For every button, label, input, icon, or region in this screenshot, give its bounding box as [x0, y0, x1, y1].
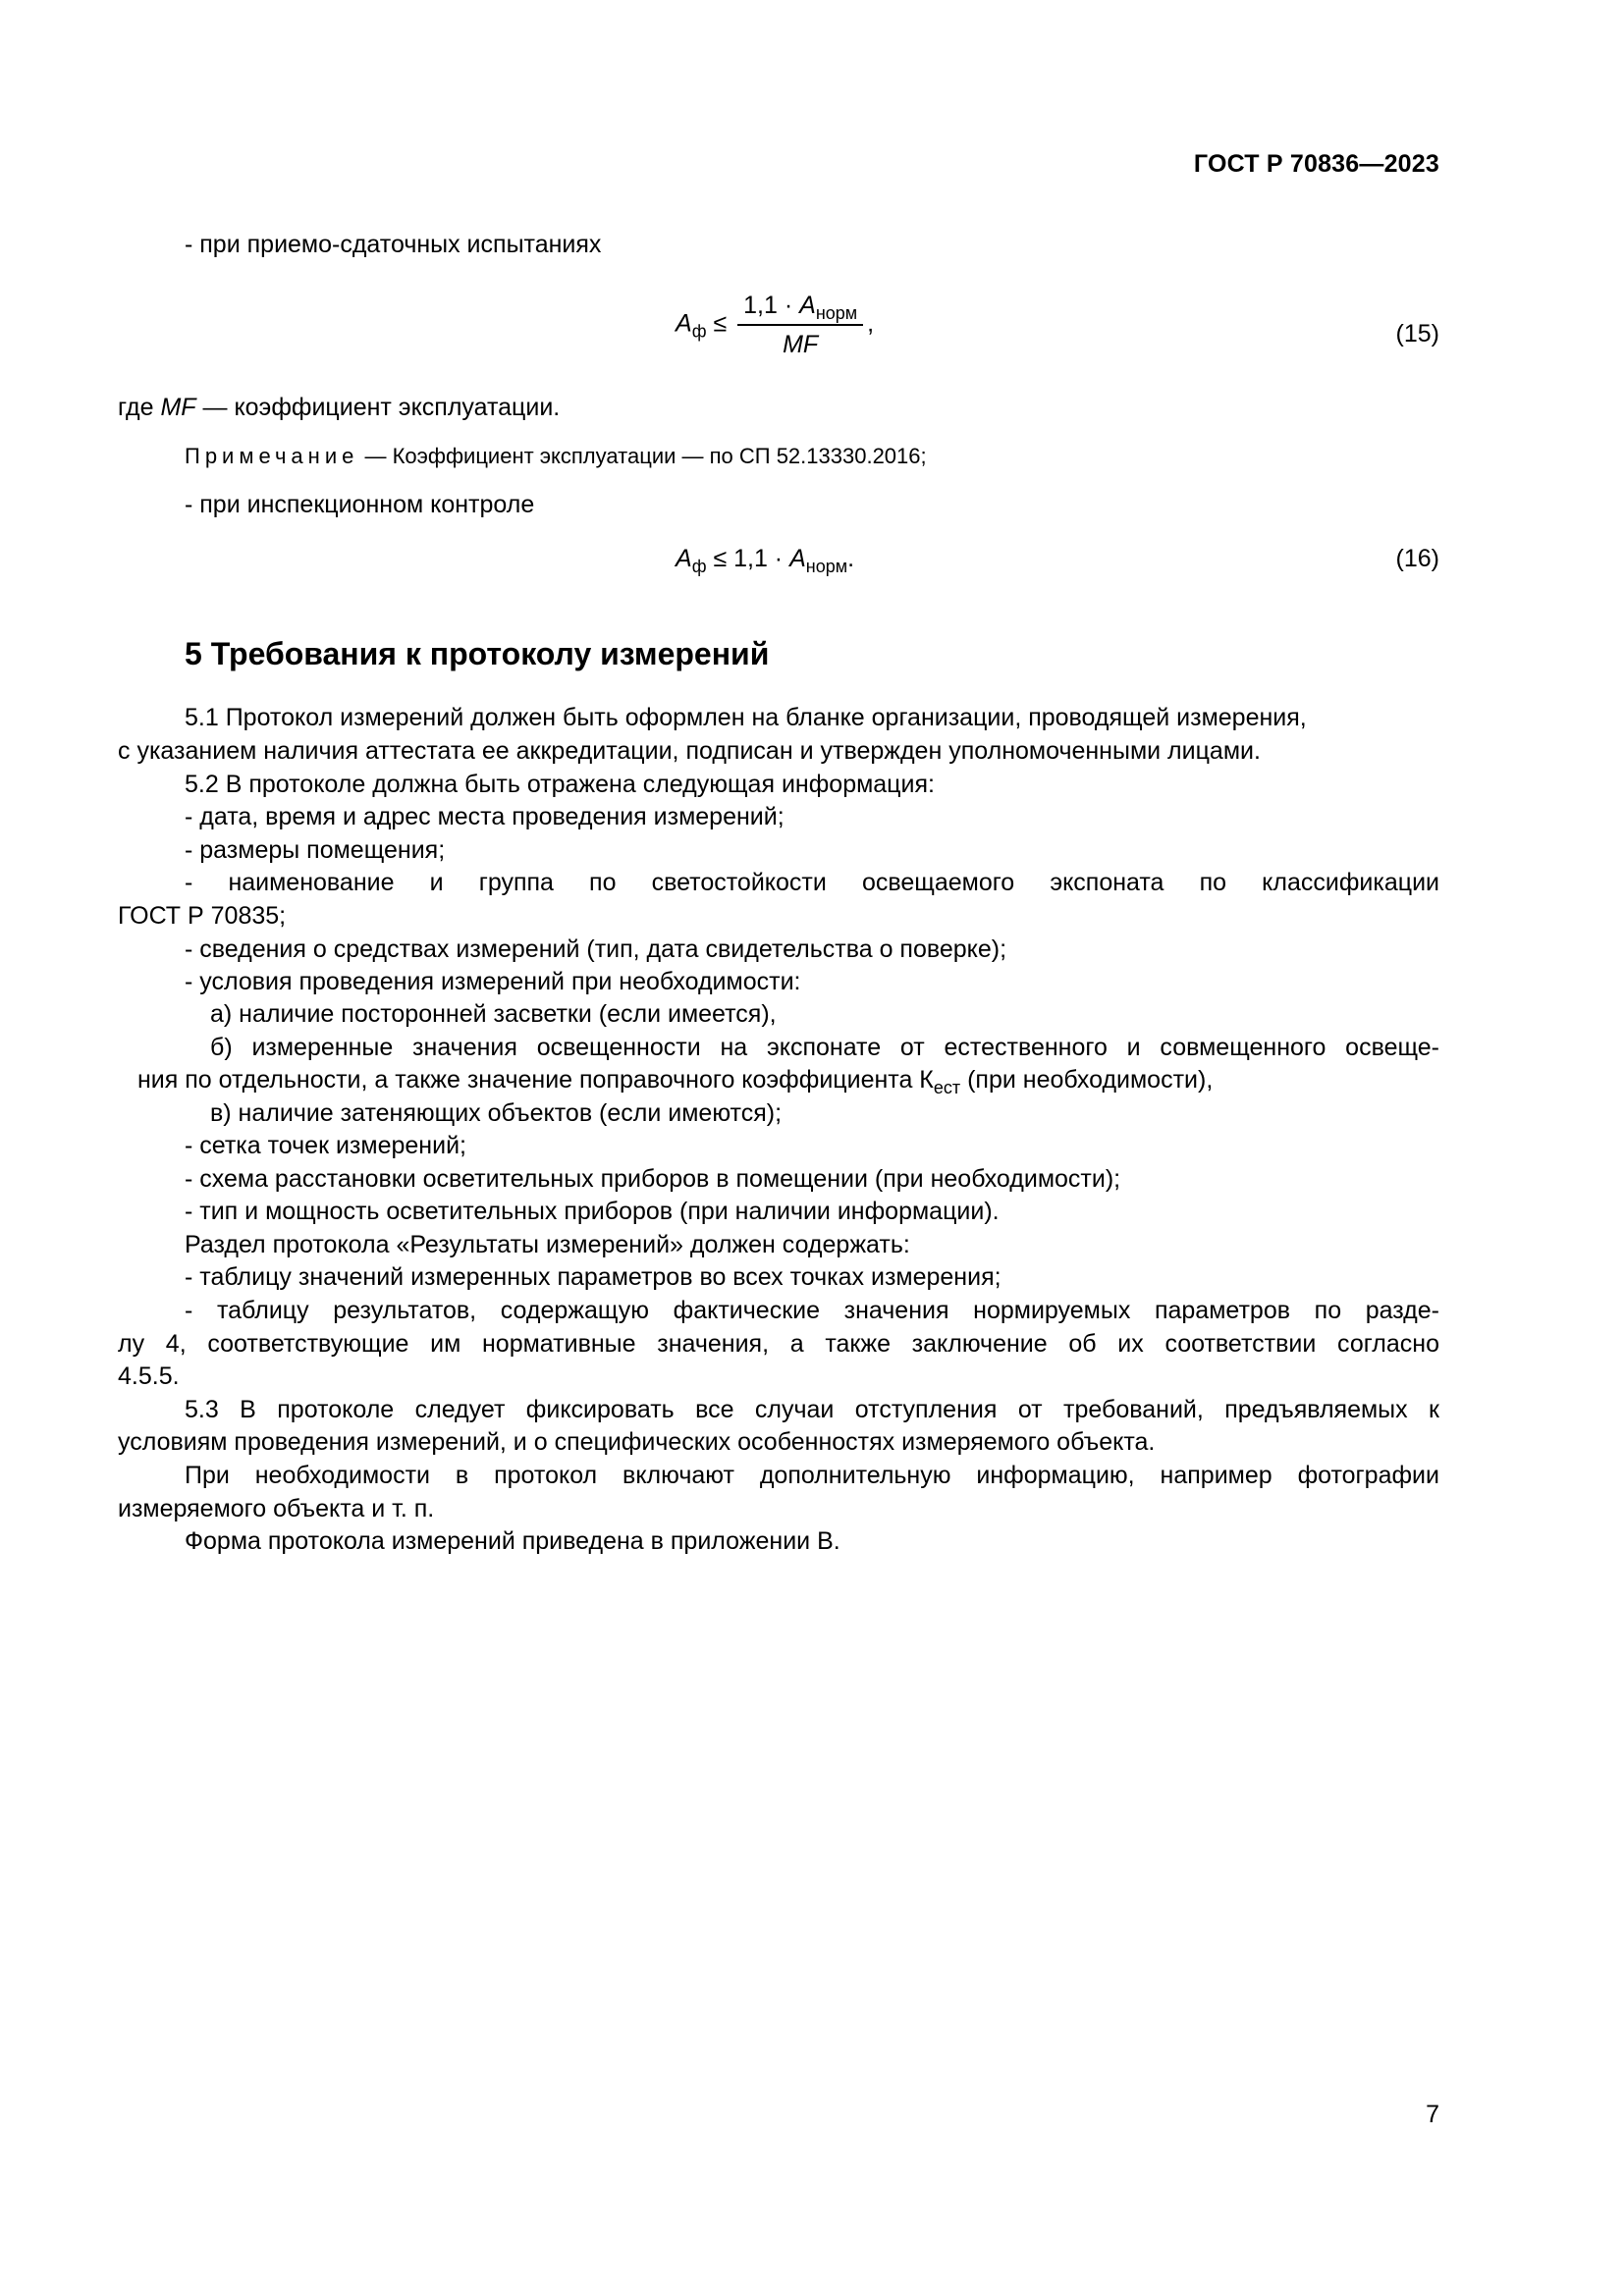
where-prefix: где — [118, 394, 161, 421]
p51-line2: с указанием наличия аттестата ее аккредитации, подписан и утвержден уполномоченными лицами. — [118, 737, 1261, 765]
results-table-line3: 4.5.5. — [118, 1362, 180, 1390]
results-table-line1: - таблицу результатов, содержащую фактические значения нормируемых параметров по разде- — [185, 1297, 1439, 1324]
eq16-rhs-sub: норм — [805, 557, 848, 576]
page-number: 7 — [1426, 2101, 1439, 2128]
p53-line1: 5.3 В протоколе следует фиксировать все случаи отступления от требований, предъявляемых к — [185, 1396, 1439, 1423]
where-text: — коэффициент эксплуатации. — [195, 394, 561, 421]
sub-item-b-line1: б) измеренные значения освещенности на экспонате от естественного и совмещенного освеще- — [210, 1034, 1439, 1061]
eq15-fraction — [737, 291, 863, 359]
eq16-trail: . — [847, 545, 855, 572]
p53-line2: условиям проведения измерений, и о специфических особенностях измеряемого объекта. — [118, 1428, 1156, 1456]
where-symbol: MF — [160, 394, 196, 421]
eq16-rhs-symbol: A — [789, 545, 806, 572]
standard-header: ГОСТ Р 70836—2023 — [1193, 150, 1439, 178]
bullet-instruments: - сведения о средствах измерений (тип, дата свидетельства о поверке); — [185, 935, 1007, 963]
eq15-trail: , — [867, 309, 875, 338]
equation-16 — [676, 542, 854, 575]
extra-info-line1: При необходимости в протокол включают дополнительную информацию, например фотографии — [185, 1462, 1439, 1489]
sub-item-b-subscript: ест — [933, 1078, 961, 1097]
bullet-room-size: - размеры помещения; — [185, 836, 446, 864]
p51-line1: 5.1 Протокол измерений должен быть оформлен на бланке организации, проводящей измерения, — [185, 704, 1307, 731]
bullet-date: - дата, время и адрес места проведения измерений; — [185, 803, 785, 830]
equation-15-number: (15) — [1395, 320, 1439, 347]
bullet-conditions: - условия проведения измерений при необходимости: — [185, 968, 801, 995]
equation-16-number: (16) — [1395, 545, 1439, 572]
section-title: 5 Требования к протоколу измерений — [185, 636, 770, 671]
eq15-num-sub: норм — [815, 303, 858, 323]
bullet-grid: - сетка точек измерений; — [185, 1132, 466, 1159]
eq16-lhs-symbol: A — [676, 545, 692, 572]
eq15-lhs-symbol: A — [676, 309, 692, 338]
where-definition — [118, 391, 560, 424]
note — [185, 440, 927, 473]
bullet-fixtures: - тип и мощность осветительных приборов (при наличии информации). — [185, 1198, 1000, 1225]
equation-15 — [676, 291, 874, 359]
inspection-item: - при инспекционном контроле — [185, 491, 535, 518]
results-table-values: - таблицу значений измеренных параметров во всех точках измерения; — [185, 1263, 1001, 1291]
sub-item-b-tail: (при необходимости), — [960, 1066, 1214, 1094]
acceptance-item: - при приемо-сдаточных испытаниях — [185, 231, 602, 258]
sub-item-c: в) наличие затеняющих объектов (если имеются); — [210, 1099, 783, 1127]
note-text: — Коэффициент эксплуатации — по СП 52.13330.2016; — [358, 444, 927, 468]
sub-item-a: а) наличие посторонней засветки (если имеется), — [210, 1000, 777, 1028]
eq16-lhs-sub: ф — [691, 557, 707, 576]
bullet-layout: - схема расстановки осветительных приборов в помещении (при необходимости); — [185, 1165, 1121, 1193]
eq15-denominator: MF — [783, 331, 819, 358]
sub-item-b-line2 — [137, 1063, 1213, 1096]
eq15-numerator — [737, 291, 863, 326]
results-table-line2: лу 4, соответствующие им нормативные значения, а также заключение об их соответствии согласно — [118, 1330, 1439, 1358]
p52: 5.2 В протоколе должна быть отражена следующая информация: — [185, 771, 935, 798]
eq15-relation: ≤ — [713, 309, 728, 338]
extra-info-line2: измеряемого объекта и т. п. — [118, 1495, 435, 1522]
bullet-exhibit-line1: - наименование и группа по светостойкости освещаемого экспоната по классификации — [185, 869, 1439, 896]
eq15-lhs-sub: ф — [691, 321, 707, 342]
form-reference: Форма протокола измерений приведена в приложении В. — [185, 1527, 840, 1555]
eq16-rhs-text: ≤ 1,1 · — [706, 545, 790, 572]
sub-item-b-text: ния по отдельности, а также значение поправочного коэффициента К — [137, 1066, 934, 1094]
note-label: Примечание — [185, 444, 359, 468]
bullet-exhibit-line2: ГОСТ Р 70835; — [118, 902, 287, 930]
results-intro: Раздел протокола «Результаты измерений» должен содержать: — [185, 1231, 910, 1258]
eq15-num-symbol: A — [799, 292, 816, 319]
eq15-num-coef: 1,1 · — [743, 292, 800, 319]
